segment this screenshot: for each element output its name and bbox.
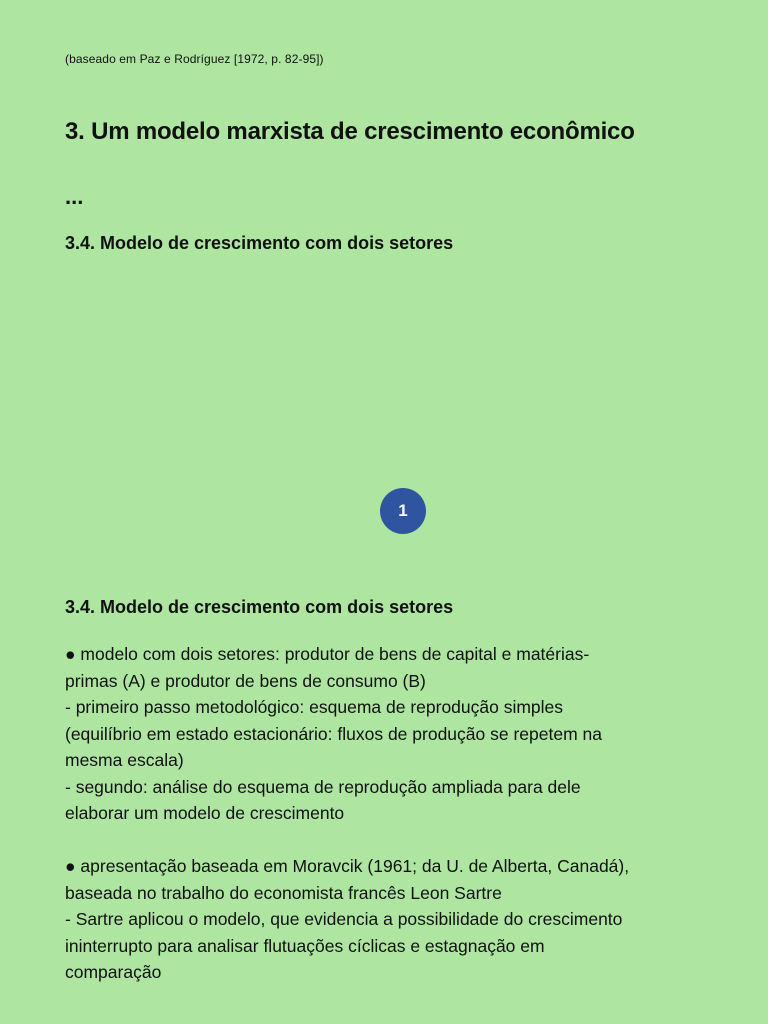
source-note: (baseado em Paz e Rodríguez [1972, p. 82-95])	[65, 52, 324, 66]
body-line: - primeiro passo metodológico: esquema de reprodução simples	[65, 697, 564, 717]
paragraph-gap	[65, 827, 725, 854]
body-line: baseada no trabalho do economista francês Leon Sartre	[65, 882, 502, 903]
body-text	[65, 641, 725, 986]
body-line: ininterrupto para analisar flutuações cíclicas e estagnação em	[65, 935, 545, 956]
body-line: ● modelo com dois setores: produtor de bens de capital e matérias-	[65, 644, 590, 664]
main-title: 3. Um modelo marxista de crescimento econômico	[65, 118, 635, 145]
body-line: - segundo: análise do esquema de reprodução ampliada para dele	[65, 776, 581, 797]
section-heading-bottom: 3.4. Modelo de crescimento com dois setores	[65, 597, 454, 617]
body-line: primas (A) e produtor de bens de consumo (B)	[65, 670, 426, 691]
body-line: - Sartre aplicou o modelo, que evidencia a possibilidade do crescimento	[65, 909, 623, 929]
body-line: ● apresentação baseada em Moravcik (1961; da U. de Alberta, Canadá),	[65, 856, 630, 876]
body-line: elaborar um modelo de crescimento	[65, 803, 345, 823]
body-line: (equilíbrio em estado estacionário: fluxos de produção se repetem na	[65, 723, 602, 744]
page-number-badge: 1	[380, 488, 426, 534]
ellipsis-marker: ...	[65, 184, 84, 209]
body-line: mesma escala)	[65, 750, 184, 770]
body-line: comparação	[65, 962, 162, 982]
section-heading-top: 3.4. Modelo de crescimento com dois setores	[65, 233, 454, 253]
